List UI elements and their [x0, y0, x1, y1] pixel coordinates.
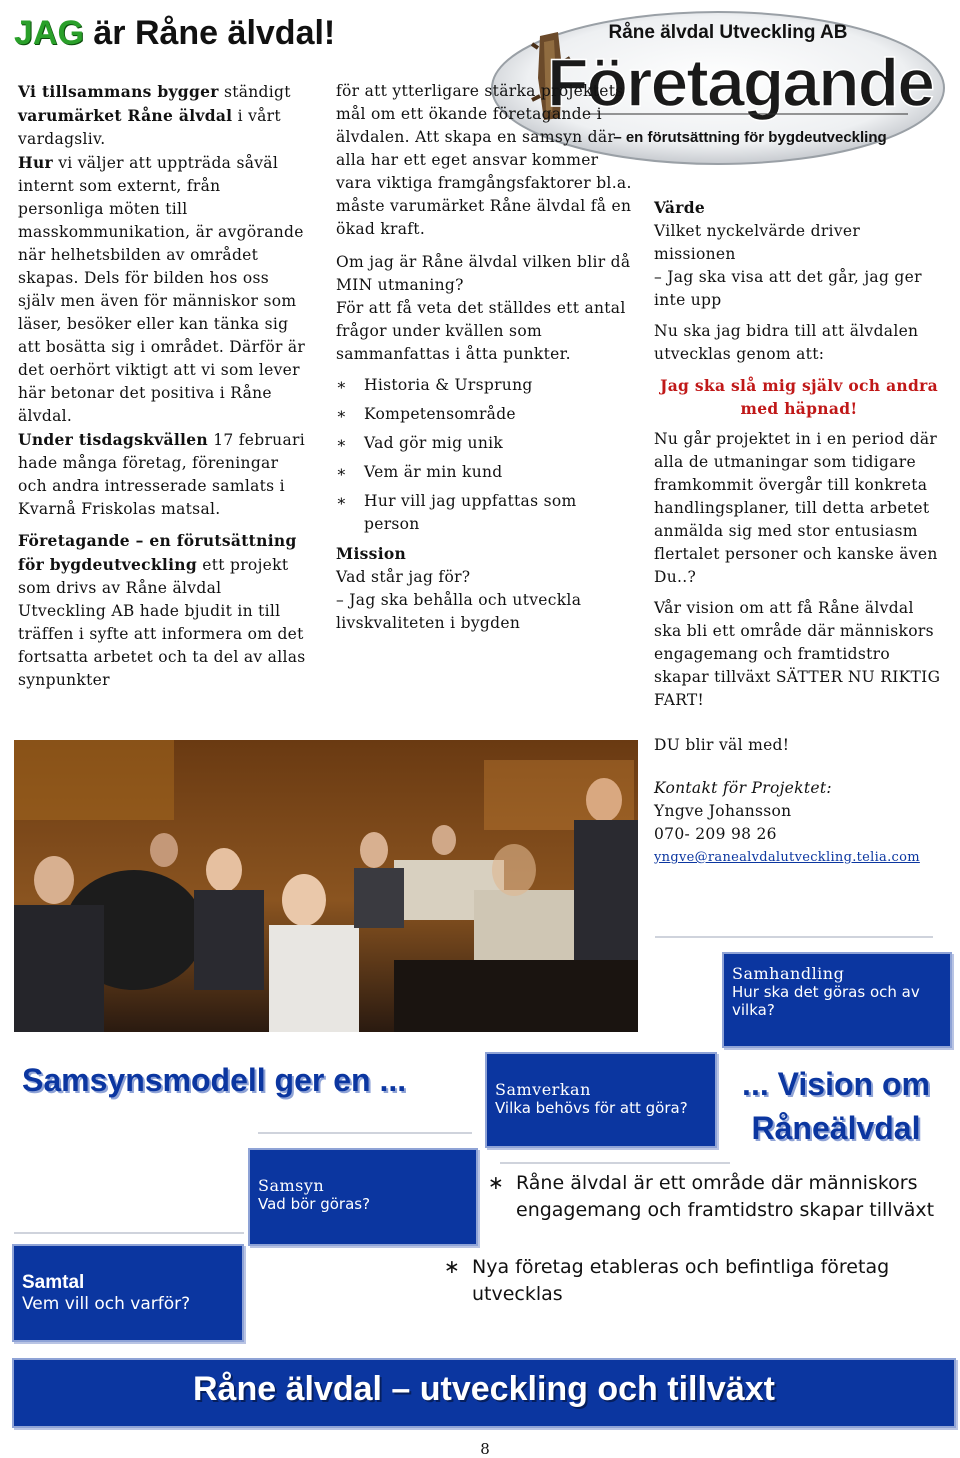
box-heading: Samverkan — [495, 1080, 591, 1099]
contact-name: Yngve Johansson — [654, 802, 792, 820]
title-highlight: JAG — [14, 14, 84, 52]
box-heading: Samhandling — [732, 964, 845, 983]
banner-text: Råne älvdal – utveckling och tillväxt — [193, 1370, 775, 1408]
asterisk-icon: ∗ — [336, 376, 347, 394]
samsynsmodell-heading: Samsynsmodell ger en ... — [22, 1062, 407, 1098]
divider — [655, 936, 933, 938]
list-item — [336, 461, 632, 484]
paragraph-foretagande — [18, 529, 310, 692]
box-subtext: Hur ska det göras och av vilka? — [732, 983, 920, 1019]
text-span: ständigt — [218, 83, 291, 101]
varde-text: Vilket nyckelvärde driver missionen — [654, 222, 861, 263]
contact-email-link[interactable]: yngve@ranealvdalutveckling.telia.com — [654, 850, 920, 865]
paragraph-tisdag — [18, 428, 310, 521]
bullet-text: Nya företag etableras och befintliga företag utvecklas — [472, 1256, 890, 1305]
bold-text: Värde — [654, 198, 706, 217]
box-samsyn — [248, 1148, 478, 1246]
title-rest: är Råne älvdal! — [83, 14, 336, 52]
page-title — [14, 14, 335, 53]
column-1 — [18, 80, 310, 692]
mission-question: Vad står jag för? — [336, 568, 471, 586]
divider — [500, 1162, 730, 1164]
paragraph-invite: DU blir väl med! — [654, 736, 790, 754]
divider — [14, 1232, 244, 1234]
bottom-banner — [12, 1358, 956, 1428]
bold-text: Hur — [18, 153, 53, 172]
box-samtal — [12, 1244, 244, 1342]
meeting-photo — [14, 740, 638, 1032]
red-slogan: Jag ska slå mig själv och andra med häpnad! — [660, 376, 938, 418]
list-item-label: Vem är min kund — [364, 463, 503, 481]
vision-bullet-2 — [444, 1254, 944, 1308]
page-number: 8 — [480, 1440, 490, 1458]
paragraph-period: Nu går projektet in i en period där alla de utmaningar som tidigare framkommit övergår till konkreta handlingsplaner, till detta arbetet anmälda sig med stor entusiasm flertalet personer och kanske även Du..? — [654, 430, 938, 586]
mission-heading — [336, 542, 632, 566]
list-item — [336, 490, 632, 536]
vision-line-2: Råneälvdal — [751, 1110, 921, 1146]
text-span: 17 februari hade många företag, föreningar och andra intresserade samlats i Kvarnå Friskolas matsal. — [18, 431, 305, 518]
varde-answer: – Jag ska visa att det går, jag ger inte upp — [654, 268, 922, 309]
bold-text: varumärket Råne älvdal — [18, 106, 233, 125]
divider — [258, 1132, 472, 1134]
list-item-label: Hur vill jag uppfattas som person — [364, 492, 577, 533]
box-subtext: Vem vill och varför? — [22, 1294, 191, 1314]
column-2 — [336, 80, 632, 635]
asterisk-icon: ∗ — [336, 463, 347, 481]
varde-heading — [654, 196, 944, 220]
bold-text: Under tisdagskvällen — [18, 430, 208, 449]
photo-graphic — [14, 740, 638, 1032]
box-samhandling — [722, 952, 952, 1048]
vision-bullet-1 — [488, 1170, 948, 1224]
bold-text: Mission — [336, 544, 407, 563]
box-samverkan — [485, 1052, 717, 1148]
logo-company: Råne älvdal Utveckling AB — [608, 22, 848, 43]
list-item-label: Historia & Ursprung — [364, 376, 533, 394]
paragraph-bidra: Nu ska jag bidra till att älvdalen utvecklas genom att: — [654, 322, 919, 363]
text-span: i vårt vardagsliv. — [18, 107, 281, 148]
box-subtext: Vad bör göras? — [258, 1195, 371, 1213]
logo-word: Företagande — [546, 45, 934, 121]
asterisk-icon: ∗ — [336, 492, 347, 510]
paragraph-vision: Vår vision om att få Råne älvdal ska bli ett område där människors engagemang och framtidstro skapar tillväxt SÄTTER NU RIKTIG FART! — [654, 599, 941, 709]
paragraph-fragor: För att få veta det ställdes ett antal frågor under kvällen som sammanfattas i åtta punkter. — [336, 299, 626, 363]
paragraph-intro — [18, 80, 310, 151]
list-item — [336, 432, 632, 455]
mission-answer: – Jag ska behålla och utveckla livskvaliteten i bygden — [336, 591, 582, 632]
asterisk-icon: ∗ — [488, 1172, 504, 1194]
bullet-text: Råne älvdal är ett område där människors engagemang och framtidstro skapar tillväxt — [516, 1172, 935, 1221]
list-item-label: Kompetensområde — [364, 405, 516, 423]
list-item — [336, 374, 632, 397]
text-span: vi väljer att uppträda såväl internt som externt, från personliga möten till masskommunikation, är avgörande när helhetsbilden av området skapas. Dels för bilden hos oss själv men även för människor som läser, besöker eller kan tänka sig att bosätta sig i området. Därför är det oerhört viktigt att vi som lever här betonar det positiva i Råne älvdal. — [18, 154, 306, 425]
contact-heading: Kontakt för Projektet: — [654, 779, 832, 797]
asterisk-icon: ∗ — [444, 1256, 460, 1278]
list-item-label: Vad gör mig unik — [364, 434, 504, 452]
bold-text: Företagande – en förutsättning för bygdeutveckling — [18, 531, 297, 574]
asterisk-icon: ∗ — [336, 434, 347, 452]
box-subtext: Vilka behövs för att göra? — [495, 1099, 688, 1117]
box-heading: Samsyn — [258, 1176, 325, 1195]
vision-line-1: ... Vision om — [742, 1066, 930, 1102]
asterisk-icon: ∗ — [336, 405, 347, 423]
paragraph-utmaning: Om jag är Råne älvdal vilken blir då MIN utmaning? — [336, 253, 631, 294]
column-3 — [654, 196, 944, 869]
points-list — [336, 374, 632, 536]
vision-heading — [722, 1062, 950, 1150]
contact-phone: 070- 209 98 26 — [654, 825, 777, 843]
bold-text: Vi tillsammans bygger — [18, 82, 219, 101]
box-heading: Samtal — [22, 1272, 85, 1293]
paragraph-hur — [18, 151, 310, 428]
text-span: ett projekt som drivs av Råne älvdal Utveckling AB hade bjudit in till träffen i syfte att informera om det fortsatta arbetet och ta del av allas synpunkter — [18, 556, 306, 689]
logo-tagline: – en förutsättning för bygdeutveckling — [613, 129, 887, 146]
paragraph-continued: för att ytterligare stärka projektets mål om ett ökande företagande i älvdalen. Att skapa en samsyn där alla har ett eget ansvar kommer vara viktiga framgångsfaktorer bl.a. måste varumärket Råne älvdal få en ökad kraft. — [336, 82, 632, 238]
list-item — [336, 403, 632, 426]
